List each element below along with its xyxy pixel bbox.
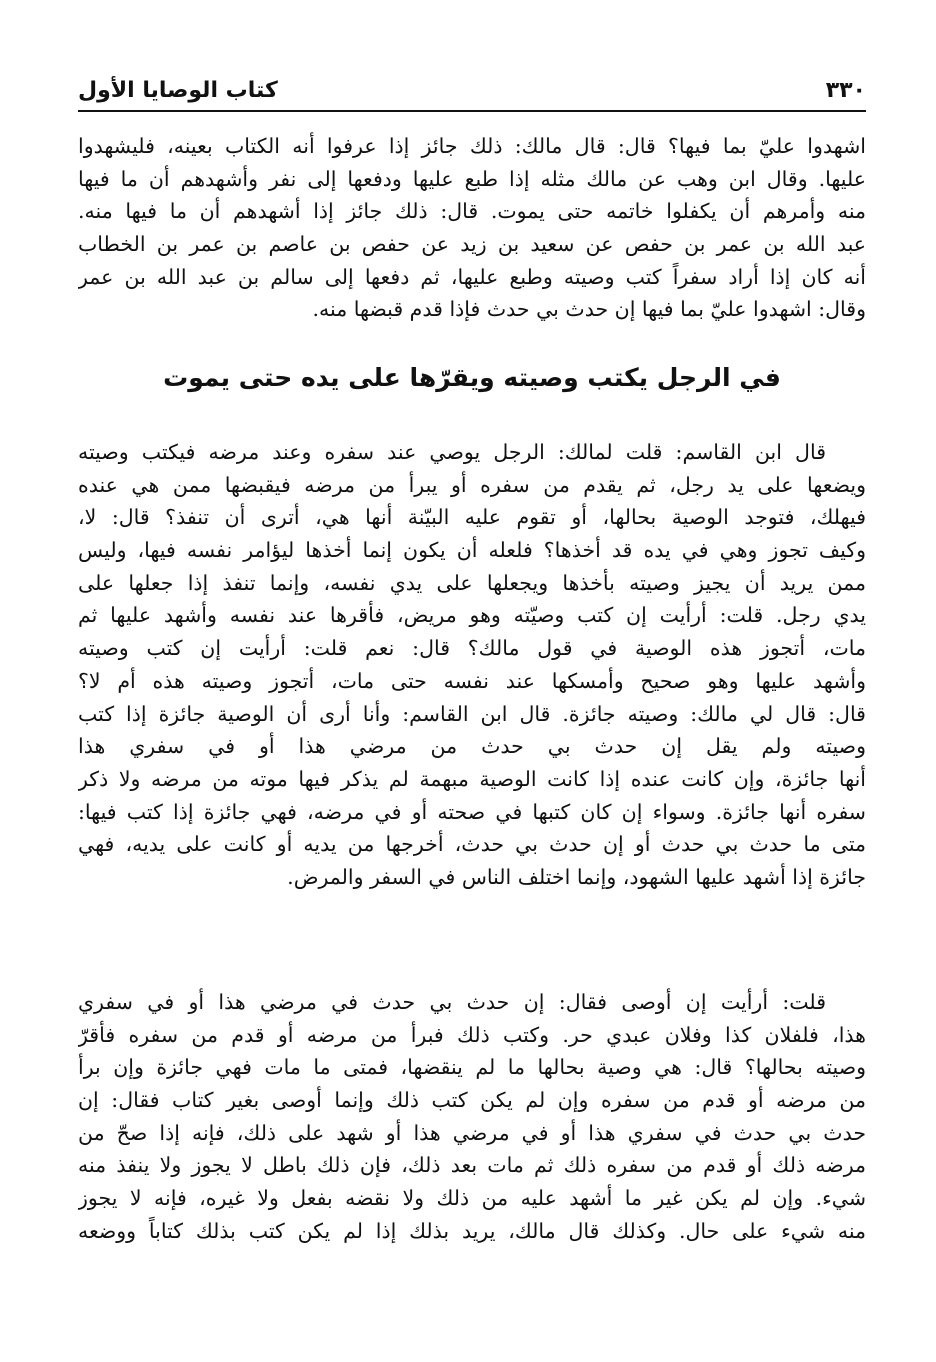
text-line: اشهدوا عليّ بما فيها؟ قال: قال مالك: ذلك جائز إذا عرفوا أنه الكتاب بعينه، فليشهدوا <box>78 134 866 158</box>
text-line: عليها. وقال ابن وهب عن مالك مثله إذا طبع عليها ودفعها إلى نفر وأشهدهم أن ما فيها <box>78 166 866 191</box>
text-line: يدي رجل. قلت: أرأيت إن كتب وصيّته وهو مريض، فأقرها عند نفسه وأشهد عليها ثم <box>78 603 866 628</box>
text-line: أنه كان إذا أراد سفراً كتب وصيته وطبع عليها، ثم دفعها إلى سالم بن عبد الله بن عمر <box>78 264 866 289</box>
text-line: شيء. وإن لم يكن غير ما أشهد عليه من ذلك ولا نقضه بفعل ولا غيره، فإنه لا يجوز <box>78 1186 866 1211</box>
running-header <box>78 66 866 112</box>
paragraph-3 <box>78 986 866 1248</box>
text-line: وكيف تجوز وهي في يده قد أخذها؟ فلعله أن يكون إنما أخذها ليؤامر نفسه فيها، وليس <box>78 538 866 563</box>
page-number: ٣٣٠ <box>825 78 866 103</box>
text-line: مات، أتجوز هذه الوصية في قول مالك؟ قال: نعم قلت: أرأيت إن كتب وصيته <box>78 636 866 661</box>
text-line: حدث بي حدث في سفري هذا أو في مرضي هذا أو شهد على ذلك، فإنه إذا صحّ من <box>78 1120 866 1145</box>
text-line: ويضعها على يد رجل، ثم يقدم من سفره أو يبرأ من مرضه فيقبضها ممن هي عنده <box>78 472 866 497</box>
text-line: فيهلك، فتوجد الوصية بحالها، أو تقوم عليه البيّنة أنها هي، أترى أن تنفذ؟ قال: لا، <box>78 505 866 530</box>
book-title: كتاب الوصايا الأول <box>78 78 278 103</box>
text-line: قلت: أرأيت إن أوصى فقال: إن حدث بي حدث في مرضي هذا أو في سفري <box>78 990 826 1014</box>
text-line: سفره أنها جائزة. وسواء إن كان كتبها في صحته أو في مرضه، فهي جائزة إذا كتب فيها: <box>78 799 866 824</box>
text-line: قال: قال لي مالك: وصيته جائزة. قال ابن القاسم: وأنا أرى أن الوصية جائزة إذا كتب <box>78 701 866 726</box>
text-line: أنها جائزة، وإن كانت عنده إذا كانت الوصية مبهمة لم يذكر فيها موته من مرضه ولا ذكر <box>78 766 866 791</box>
paragraph-1 <box>78 130 866 326</box>
text-line: من مرضه أو قدم من سفره وإن لم يكن كتب ذلك وإنما أوصى بغير كتاب فقال: إن <box>78 1088 866 1113</box>
text-line: قال ابن القاسم: قلت لمالك: الرجل يوصي عند سفره وعند مرضه فيكتب وصيته <box>78 440 826 464</box>
text-line: هذا، فلفلان كذا وفلان عبدي حر. وكتب ذلك فبرأ من مرضه أو قدم من سفره فأقرّ <box>78 1022 866 1047</box>
text-line: منه شيء على حال. وكذلك قال مالك، يريد بذلك إذا لم يكن كتب بذلك كتاباً ووضعه <box>78 1218 866 1243</box>
text-line: مرضه ذلك أو قدم من سفره ذلك ثم مات بعد ذلك، فإن ذلك باطل لا يجوز ولا ينفذ منه <box>78 1153 866 1178</box>
text-line: عبد الله بن عمر بن حفص عن سعيد بن زيد عن حفص بن عاصم بن عمر بن الخطاب <box>78 232 866 257</box>
text-line: متى ما حدث بي حدث أو إن حدث بي حدث، أخرجها من يديه أو كانت على يديه، فهي <box>78 832 866 857</box>
paragraph-2 <box>78 436 866 894</box>
text-line: ممن يريد أن يجيز وصيته بأخذها ويجعلها على يدي نفسه، وإنما تنفذ إذا جعلها على <box>78 570 866 595</box>
text-line: منه وأمرهم أن يكفلوا خاتمه حتى يموت. قال: ذلك جائز إذا أشهدهم أن ما فيها منه. <box>78 199 866 224</box>
text-line: جائزة إذا أشهد عليها الشهود، وإنما اختلف الناس في السفر والمرض. <box>287 864 866 889</box>
text-line: وصيته ولم يقل إن حدث بي حدث من مرضي هذا أو في سفري هذا <box>78 734 866 759</box>
section-heading: في الرجل يكتب وصيته ويقرّها على يده حتى يموت <box>163 363 781 392</box>
text-line: وأشهد عليها وهو صحيح وأمسكها عند نفسه حتى مات، أتجوز وصيته هذه أم لا؟ <box>78 668 866 693</box>
text-line: وقال: اشهدوا عليّ بما فيها إن حدث بي حدث فإذا قدم قبضها منه. <box>312 297 866 322</box>
text-line: وصيته بحالها؟ قال: هي وصية بحالها ما لم ينقضها، فمتى ما مات فهي جائزة وإن برأ <box>78 1055 866 1080</box>
